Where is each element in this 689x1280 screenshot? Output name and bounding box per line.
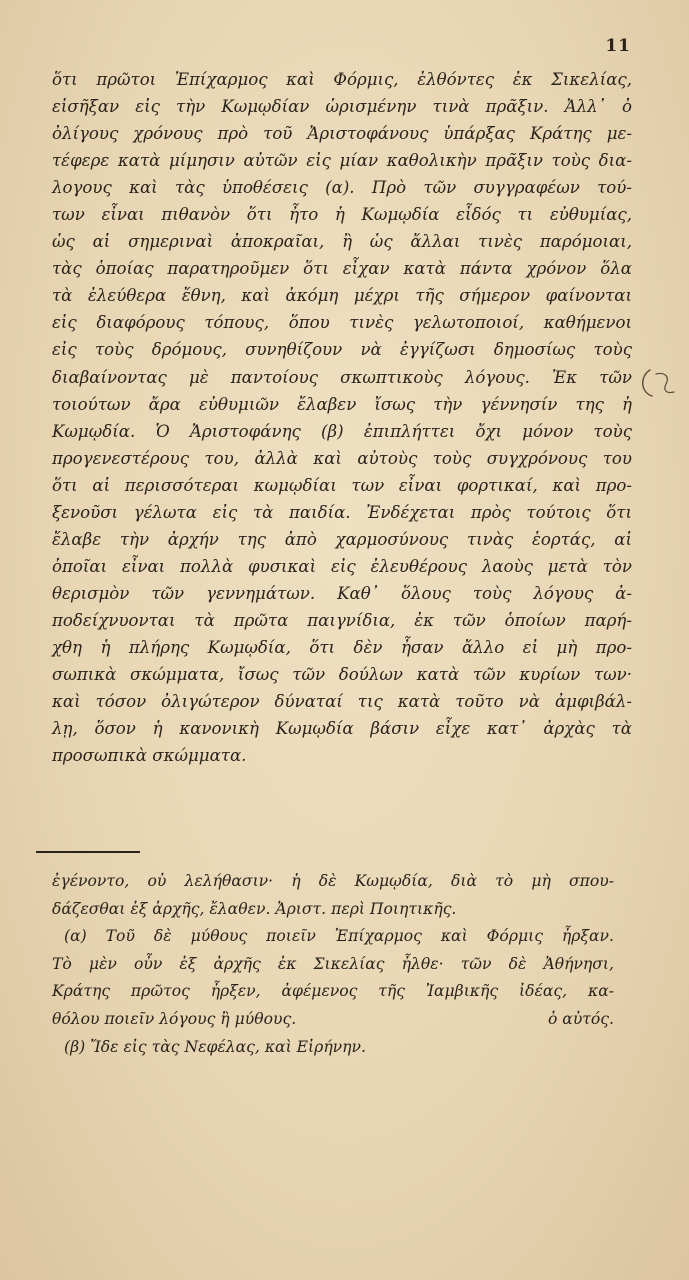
text-line: εἰσῆξαν εἰς τὴν Κωμῳδίαν ὡρισμένην τινὰ πρᾶξιν. Ἀλλ᾽ ὀ	[52, 97, 632, 117]
footnote-a-line: Τὸ μὲν οὖν ἐξ ἀρχῆς ἐκ Σικελίας ἦλθε· τῶν δὲ Ἀθήνησι,	[52, 954, 614, 973]
text-line: χθη ἡ πλήρης Κωμῳδία, ὅτι δὲν ἦσαν ἄλλο εἰ μὴ προ-	[52, 637, 632, 657]
text-line: εἰς διαφόρους τόπους, ὅπου τινὲς γελωτοποιοί, καθήμενοι	[52, 313, 632, 333]
page-number: 11	[605, 36, 631, 56]
text-line: προσωπικὰ σκώμματα.	[52, 746, 247, 766]
text-line: ὅτι πρῶτοι Ἐπίχαρμος καὶ Φόρμις, ἐλθόντες ἐκ Σικελίας,	[52, 70, 632, 89]
text-line: διαβαίνοντας μὲ παντοίους σκωπτικοὺς λόγους. Ἐκ τῶν	[52, 367, 632, 387]
text-line: λῃ, ὅσον ἡ κανονικὴ Κωμῳδία βάσιν εἶχε κατ᾽ ἀρχὰς τὰ	[52, 719, 632, 739]
footnote-a-last-line	[52, 1006, 614, 1034]
main-text-block	[52, 66, 632, 769]
text-line: ὀλίγους χρόνους πρὸ τοῦ Ἀριστοφάνους ὑπάρξας Κράτης με-	[52, 124, 632, 144]
text-line: τέφερε κατὰ μίμησιν αὐτῶν εἰς μίαν καθολικὴν πρᾶξιν τοὺς δια-	[52, 151, 632, 171]
text-line: ὁποῖαι εἶναι πολλὰ φυσικαὶ εἰς ἐλευθέρους λαοὺς μετὰ τὸν	[52, 556, 632, 576]
margin-pencil-mark	[636, 366, 678, 400]
footnote-a-line: θόλου ποιεῖν λόγους ἢ μύθους.	[52, 1009, 297, 1028]
text-line: καὶ τόσον ὀλιγώτερον δύναταί τις κατὰ τοῦτο νὰ ἀμφιβάλ-	[52, 692, 632, 712]
text-line: προγενεστέρους του, ἀλλὰ καὶ αὐτοὺς τοὺς συγχρόνους του	[52, 448, 632, 468]
text-line: Κωμῳδία. Ὁ Ἀριστοφάνης (β) ἐπιπλήττει ὄχι μόνον τοὺς	[52, 421, 632, 441]
text-line: ποδείχνυονται τὰ πρῶτα παιγνίδια, ἐκ τῶν ὁποίων παρή-	[52, 610, 632, 630]
text-line: των εἶναι πιθανὸν ὅτι ἦτο ἡ Κωμῳδία εἶδός τι εὐθυμίας,	[52, 205, 632, 225]
footnote-a-line: (α) Τοῦ δὲ μύθους ποιεῖν Ἐπίχαρμος καὶ Φόρμις ἦρξαν.	[64, 927, 614, 946]
text-line: ὅτι αἱ περισσότεραι κωμῳδίαι των εἶναι φορτικαί, καὶ προ-	[52, 475, 632, 495]
text-line: τὰ ἐλεύθερα ἔθνη, καὶ ἀκόμη μέχρι τῆς σήμερον φαίνονται	[52, 286, 632, 306]
text-line: ἔλαβε τὴν ἀρχήν της ἀπὸ χαρμοσύνους τινὰς ἑορτάς, αἱ	[52, 529, 632, 549]
text-line: ξενοῦσι γέλωτα εἰς τὰ παιδία. Ἐνδέχεται πρὸς τούτοις ὅτι	[52, 502, 632, 522]
footnotes-block	[52, 868, 614, 1061]
text-line: τοιούτων ἄρα εὐθυμιῶν ἔλαβεν ἴσως τὴν γέννησίν της ἡ	[52, 394, 632, 414]
text-line: ὡς αἱ σημεριναὶ ἀποκραῖαι, ἢ ὡς ἄλλαι τινὲς παρόμοιαι,	[52, 232, 632, 252]
text-line: τὰς ὁποίας παρατηροῦμεν ὅτι εἶχαν κατὰ πάντα χρόνον ὅλα	[52, 259, 632, 279]
footnote-a-line: Κράτης πρῶτος ἦρξεν, ἀφέμενος τῆς Ἰαμβικῆς ἰδέας, κα-	[52, 982, 614, 1001]
text-line: θερισμὸν τῶν γεννημάτων. Καθ᾽ ὅλους τοὺς λόγους ἀ-	[52, 583, 632, 603]
footnote-continuation-line: δάζεσθαι ἐξ ἀρχῆς, ἔλαθεν. Ἀριστ. περὶ Ποιητικῆς.	[52, 899, 457, 918]
footnote-a-attribution: ὁ αὐτός.	[547, 1009, 614, 1028]
text-line: σωπικὰ σκώμματα, ἴσως τῶν δούλων κατὰ τῶν κυρίων των·	[52, 665, 632, 685]
footnote-separator	[36, 851, 140, 853]
text-line: λογους καὶ τὰς ὑποθέσεις (α). Πρὸ τῶν συγγραφέων τού-	[52, 178, 632, 198]
footnote-continuation-line: ἐγένοντο, οὐ λελήθασιν· ἡ δὲ Κωμῳδία, διὰ τὸ μὴ σπου-	[52, 872, 614, 890]
footnote-b: (β) Ἴδε εἰς τὰς Νεφέλας, καὶ Εἰρήνην.	[64, 1037, 366, 1056]
text-line: εἰς τοὺς δρόμους, συνηθίζουν νὰ ἐγγίζωσι δημοσίως τοὺς	[52, 340, 632, 360]
